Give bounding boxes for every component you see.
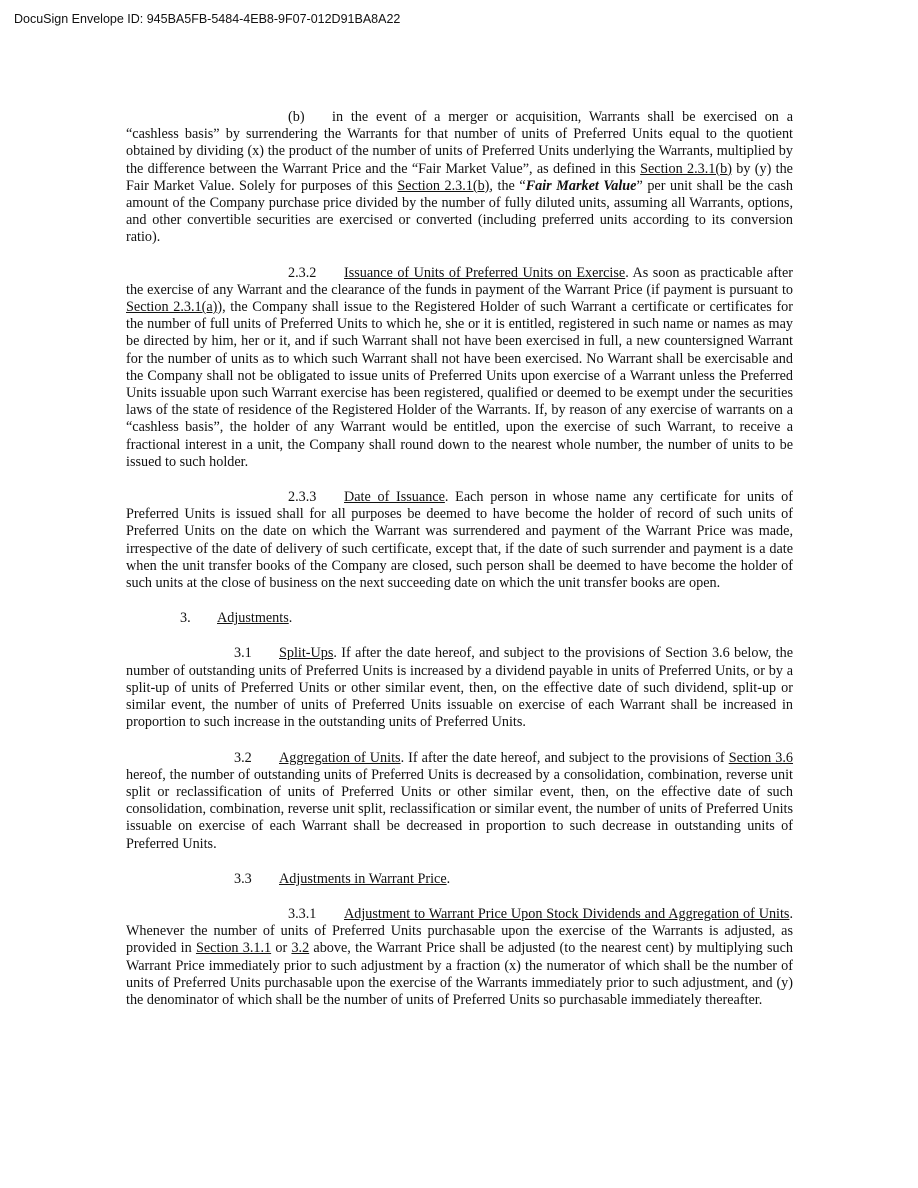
paragraph-2-3-1-b xyxy=(126,109,793,247)
paragraph-text: in the event of a merger or acquisition, Warrants shall be exercised on a “cashless basis” by surrendering the Warrants for that number of units of Preferred Units equal to the quotient obtained by dividing (x) the product of the number of units of Preferred Units underlying the Warrants, multiplied by the difference between the Warrant Price and the “Fair Market Value”, as defined in this xyxy=(126,109,793,177)
paragraph-text: above, the Warrant Price shall be adjusted (to the nearest cent) by multiplying such Warrant Price immediately prior to such adjustment by a fraction (x) the numerator of which shall be the number of units of Preferred Units purchasable upon the exercise of the Warrants immediately prior to such adjustment, and (y) the denominator of which shall be the number of units of Preferred Units so purchasable immediately thereafter. xyxy=(126,940,793,1008)
section-number: 2.3.2 xyxy=(288,264,317,281)
section-reference: 3.2 xyxy=(291,940,310,957)
paragraph-text: . Each person in whose name any certificate for units of Preferred Units is issued shall for all purposes be deemed to have become the holder of record of such units of Preferred Units on the date on which the Warrant was surrendered and payment of the Warrant Price was made, irrespective of the date of delivery of such certificate, except that, if the date of such surrender and payment is a date when the unit transfer books of the Company are closed, such person shall be deemed to have become the holder of such units at the close of business on the next succeeding date on which the unit transfer books are open. xyxy=(126,489,793,592)
section-title: Adjustments in Warrant Price xyxy=(279,870,447,887)
section-title: Adjustment to Warrant Price Upon Stock Dividends and Aggregation of Units xyxy=(344,905,790,922)
section-reference: Section 3.1.1 xyxy=(195,940,272,957)
paragraph-text: by (y) the Fair Market Value. Solely for purposes of this xyxy=(126,160,793,194)
section-title: Issuance of Units of Preferred Units on Exercise xyxy=(344,264,626,281)
section-number: 3.1 xyxy=(234,645,252,662)
section-title: Adjustments xyxy=(217,610,289,627)
docusign-envelope-id: DocuSign Envelope ID: 945BA5FB-5484-4EB8-9F07-012D91BA8A22 xyxy=(14,12,401,26)
section-reference: Section 3.6 xyxy=(728,749,794,766)
section-number: 2.3.3 xyxy=(288,489,317,506)
paragraph-text: . As soon as practicable after the exercise of any Warrant and the clearance of the funds in payment of the Warrant Price (if payment is pursuant to xyxy=(126,264,794,298)
section-number: 3.3.1 xyxy=(288,905,317,922)
paragraph-text: . Whenever the number of units of Preferred Units purchasable upon the exercise of the Warrants is adjusted, as provided in xyxy=(126,905,793,957)
paragraph-text: , the “ xyxy=(489,177,526,194)
section-3-2 xyxy=(126,750,793,853)
section-reference: Section 2.3.1(a) xyxy=(126,299,218,316)
paragraph-text: . If after the date hereof, and subject to the provisions of Section 3.6 below, the number of outstanding units of Preferred Units is increased by a dividend payable in units of Preferred Units, or by a split-up of units of Preferred Units or other similar event, then, on the effective date of such dividend, split-up or similar event, the number of units of Preferred Units issuable on exercise of each Warrant shall be increased in proportion to such increase in the outstanding units of Preferred Units. xyxy=(126,645,793,731)
paragraph-text: . If after the date hereof, and subject to the provisions of xyxy=(400,749,729,766)
heading-punctuation: . xyxy=(288,610,293,627)
paragraph-number: (b) xyxy=(288,109,305,125)
defined-term: Fair Market Value xyxy=(525,177,637,194)
section-3-heading xyxy=(126,610,793,627)
section-reference: Section 2.3.1(b) xyxy=(397,177,490,194)
section-number: 3.3 xyxy=(234,870,252,887)
section-number: 3. xyxy=(180,610,191,627)
paragraph-text: hereof, the number of outstanding units of Preferred Units is decreased by a consolidation, combination, reverse unit split or reclassification of units of Preferred Units or other similar event, then, on the effective date of such consolidation, combination, reverse unit split, reclassification or similar event, the number of units of Preferred Units issuable on exercise of each Warrant shall be decreased in proportion to such decrease in outstanding units of Preferred Units. xyxy=(126,766,793,852)
section-title: Date of Issuance xyxy=(344,489,445,506)
section-3-3-1 xyxy=(126,906,793,1009)
heading-punctuation: . xyxy=(446,870,451,887)
section-title: Split-Ups xyxy=(279,645,334,662)
section-3-3-heading xyxy=(126,871,793,888)
paragraph-text: or xyxy=(271,940,292,957)
paragraph-text: ), the Company shall issue to the Registered Holder of such Warrant a certificate or certificates for the number of full units of Preferred Units to which he, she or it is entitled, registered in such name or names as may be directed by him, her or it, and if such Warrant shall not have been exercised in full, a new countersigned Warrant for the number of units as to which such Warrant shall not have been exercised. No Warrant shall be exercisable and the Company shall not be obligated to issue units of Preferred Units upon exercise of a Warrant unless the Preferred Units issuable upon such Warrant exercise has been registered, qualified or deemed to be exempt under the securities laws of the state of residence of the Registered Holder of the Warrants. If, by reason of any exercise of warrants on a “cashless basis”, the holder of any Warrant would be entitled, upon the exercise of such Warrant, to receive a fractional interest in a unit, the Company shall round down to the nearest whole number, the number of units to be issued to such holder. xyxy=(126,299,793,470)
section-title: Aggregation of Units xyxy=(279,749,401,766)
document-body xyxy=(126,109,793,1009)
section-3-1 xyxy=(126,645,793,731)
paragraph-text: ” per unit shall be the cash amount of the Company purchase price divided by the number of fully diluted units, assuming all Warrants, options, and other convertible securities are exercised or converted (including preferred units according to its conversion ratio). xyxy=(126,177,793,246)
section-reference: Section 2.3.1(b) xyxy=(640,160,732,177)
section-number: 3.2 xyxy=(234,749,252,766)
section-2-3-2 xyxy=(126,265,793,471)
section-2-3-3 xyxy=(126,489,793,592)
